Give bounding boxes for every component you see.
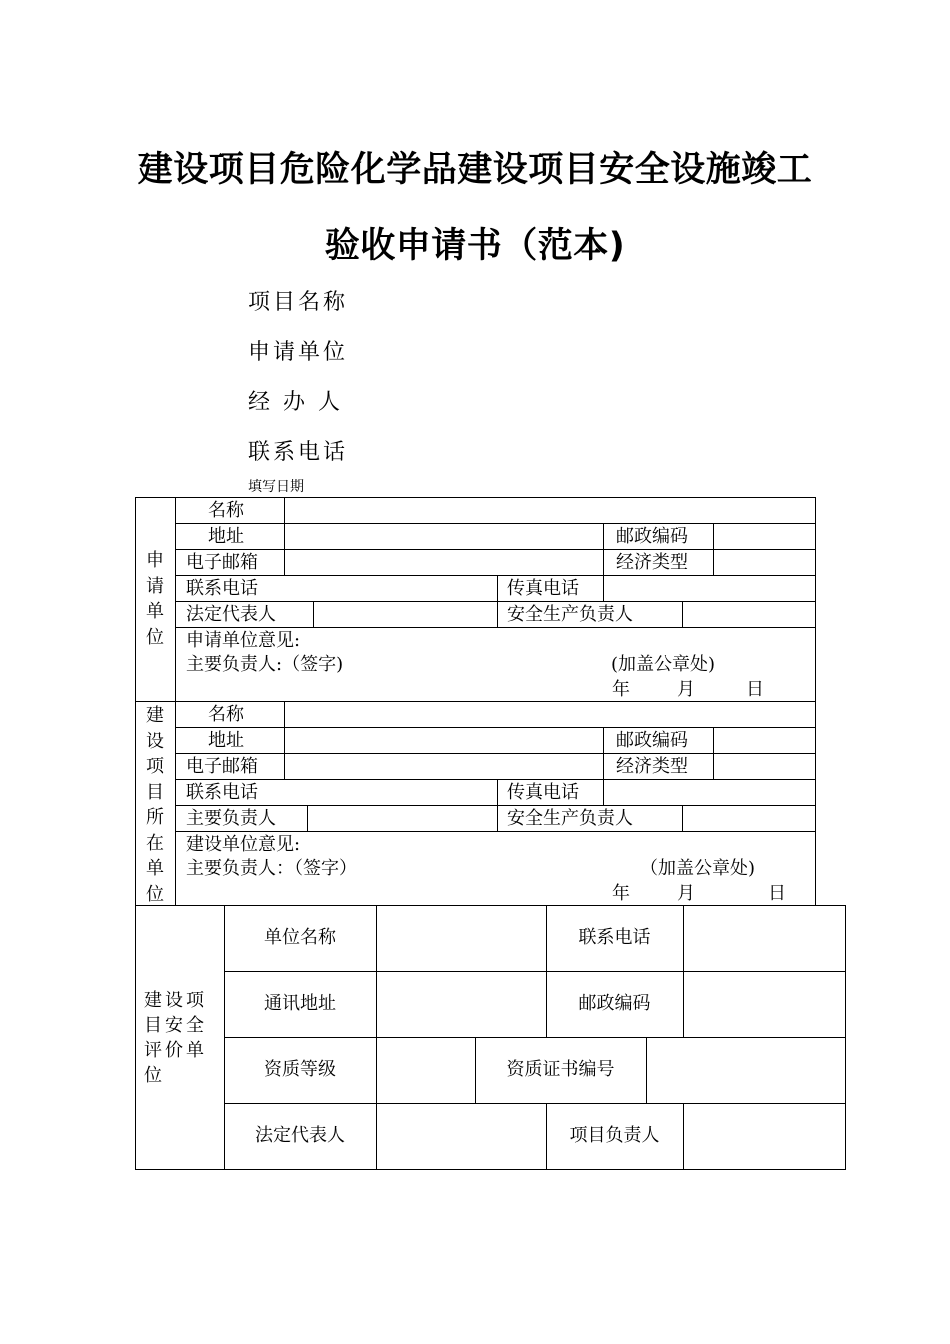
project-unit-date-day: 日 [768,883,786,904]
applicant-legal-rep-label: 法定代表人 [186,604,276,625]
applicant-address-label: 地址 [208,526,244,547]
applicant-signature-label: 主要负责人:（签字) [186,654,344,675]
project-unit-seal-label: （加盖公章处) [640,858,756,879]
project-unit-date-month: 月 [677,883,695,904]
applicant-section-label: 申 请 单 位 [146,550,164,648]
applicant-econ-type-label: 经济类型 [616,552,688,573]
applicant-opinion-label: 申请单位意见: [186,630,301,651]
applicant-date-month: 月 [677,679,695,700]
applicant-date-year: 年 [612,679,630,700]
project-name-label: 项目名称 [248,290,349,315]
handler-label: 经 办 人 [248,390,343,415]
eval-unit-phone-label: 联系电话 [578,927,651,948]
applicant-name-label: 名称 [208,500,244,521]
project-unit-phone-label: 联系电话 [186,782,258,803]
project-unit-econ-type-label: 经济类型 [616,756,688,777]
project-unit-email-label: 电子邮箱 [186,756,258,777]
applicant-fax-label: 传真电话 [507,578,579,599]
applicant-postcode-label: 邮政编码 [616,526,688,547]
applicant-email-label: 电子邮箱 [186,552,258,573]
applicant-phone-label: 联系电话 [186,578,258,599]
fill-date-label: 填写日期 [248,479,304,495]
eval-unit-project-head-label: 项目负责人 [569,1125,660,1146]
applicant-seal-label: (加盖公章处) [611,654,716,675]
eval-unit-legal-rep-label: 法定代表人 [255,1125,345,1146]
applicant-label: 申请单位 [248,340,349,365]
project-unit-address-label: 地址 [208,730,244,751]
project-unit-opinion-label: 建设单位意见: [186,834,301,855]
eval-unit-qualification-label: 资质等级 [264,1059,336,1080]
document-title-line-1: 建设项目危险化学品建设项目安全设施竣工 [137,150,813,190]
project-unit-main-head-label: 主要负责人 [186,808,276,829]
contact-phone-label: 联系电话 [248,440,349,465]
eval-unit-postcode-label: 邮政编码 [578,993,651,1014]
project-unit-postcode-label: 邮政编码 [616,730,688,751]
project-unit-section-label: 建 设 项 目 所 在 单 位 [146,705,164,905]
project-unit-safety-head-label: 安全生产负责人 [507,808,633,829]
project-unit-signature-label: 主要负责人：（签字） [186,858,357,879]
project-unit-name-label: 名称 [208,704,244,725]
project-unit-fax-label: 传真电话 [507,782,579,803]
project-unit-date-year: 年 [612,883,630,904]
applicant-date-day: 日 [746,679,764,700]
applicant-safety-head-label: 安全生产负责人 [507,604,633,625]
document-title-line-2: 验收申请书（范本) [324,226,626,266]
eval-unit-cert-no-label: 资质证书编号 [506,1059,615,1080]
eval-unit-address-label: 通讯地址 [264,993,336,1014]
evaluation-unit-section-label: 建设项目安全评价单位 [144,990,207,1086]
eval-unit-name-label: 单位名称 [264,927,336,948]
